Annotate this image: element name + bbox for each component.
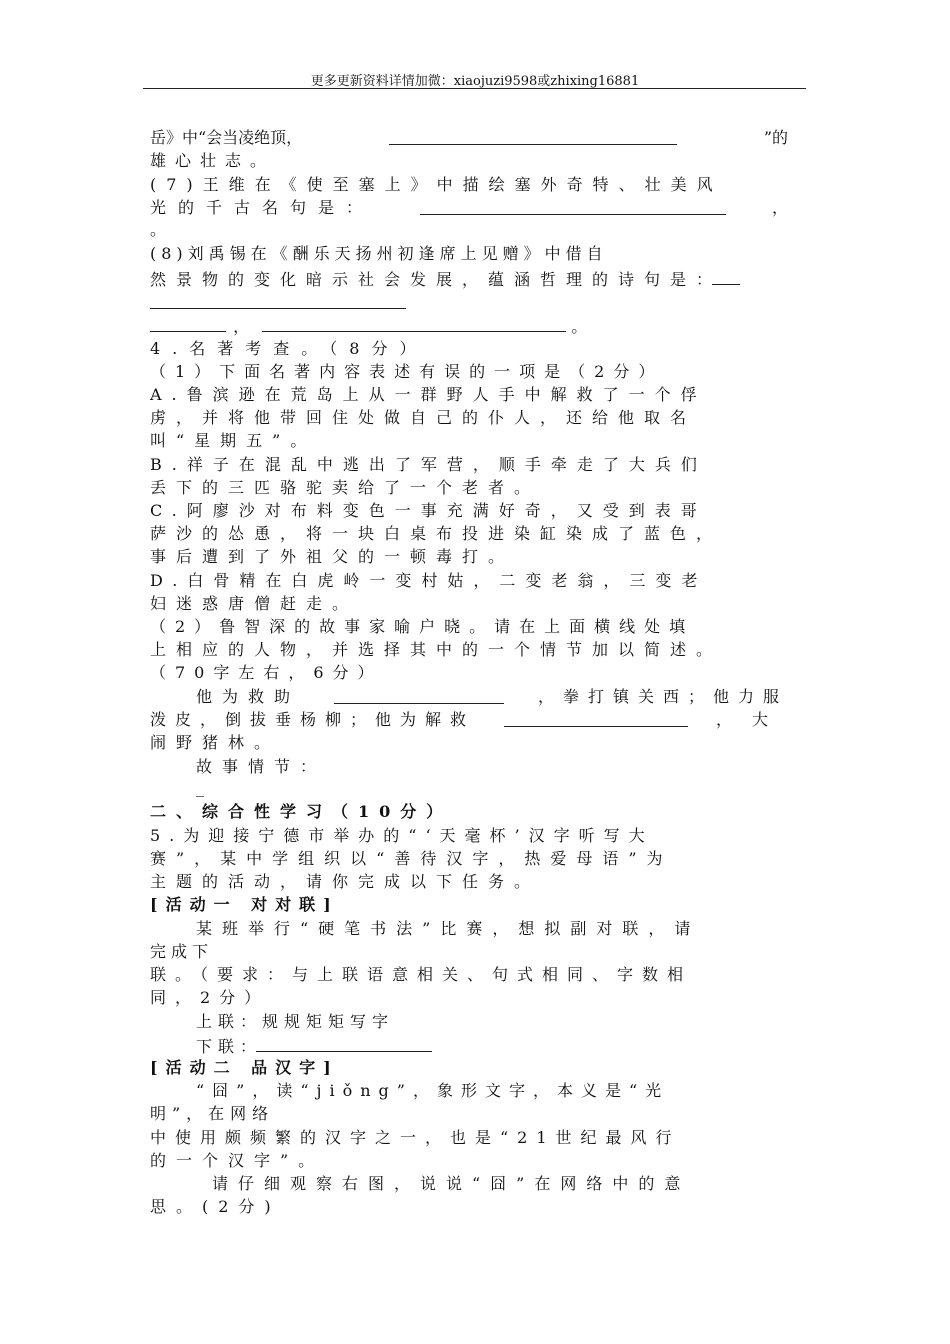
answer-blank[interactable] — [262, 315, 566, 332]
text-line: 某班举行“硬笔书法”比赛，想拟副对联，请 — [196, 919, 701, 938]
text-line: C.阿廖沙对布料变色一事充满好奇，又受到表哥 — [150, 501, 707, 520]
text-line: 叫“星期五”。 — [150, 431, 317, 450]
text-line — [150, 710, 788, 730]
activity-heading: [活动二 品汉字] — [150, 1058, 339, 1077]
text-line: 闹野猪林。 — [150, 733, 281, 752]
text-line: 5.为迎接宁德市举办的“‘天毫杯’汉字听写大 — [150, 826, 654, 845]
text-line: 。 — [150, 220, 176, 239]
text-line: 明”，在网络 — [150, 1104, 275, 1123]
section-heading: 二、综合性学习（10分） — [150, 802, 453, 821]
text-line: A.鲁滨逊在荒岛上从一群野人手中解救了一个俘 — [150, 385, 707, 404]
line-part: 岳》中“会当凌绝顶， — [150, 128, 303, 147]
line-part: 然景物的变化暗示社会发展，蕴涵哲理的诗句是： — [150, 270, 723, 289]
text-line — [150, 198, 788, 218]
text-line: （1）下面名著内容表述有误的一项是（2分） — [150, 362, 664, 381]
text-line — [150, 268, 740, 290]
line-part: ， — [233, 317, 250, 336]
text-line: (8)刘禹锡在《酬乐天扬州初逢席上见赠》中借自 — [150, 244, 608, 263]
text-line: 赛”，某中学组织以“善待汉字，热爱母语”为 — [150, 849, 673, 868]
answer-blank[interactable] — [504, 710, 688, 727]
text-line: （70字左右，6分） — [150, 663, 383, 682]
text-line: 丢下的三匹骆驼卖给了一个老者。 — [150, 478, 541, 497]
line-part: 他为救助 — [196, 687, 301, 706]
text-line: “囧”，读“jiǒng”，象形文字，本义是“光 — [196, 1081, 670, 1100]
text-line: 上相应的人物，并选择其中的一个情节加以简述。 — [150, 640, 723, 659]
line-part: ， — [771, 198, 788, 217]
text-line: D.白骨精在白虎岭一变村姑，二变老翁，三变老 — [150, 571, 708, 590]
text-line: 4.名著考查。（8分） — [150, 339, 428, 358]
line-part: ，拳打镇关西；他力服 — [537, 687, 788, 706]
text-line: 思。(2分) — [150, 1197, 281, 1216]
line-part: 泼皮，倒拔垂杨柳；他为解救 — [150, 710, 476, 729]
text-line: 雄心壮志。 — [150, 151, 276, 170]
text-line: (7)王维在《使至塞上》中描绘塞外奇特、壮美风 — [150, 175, 723, 194]
text-line: 中使用颇频繁的汉字之一，也是“21世纪最风行 — [150, 1128, 681, 1147]
activity-heading: [活动一 对对联] — [150, 895, 339, 914]
answer-blank[interactable] — [420, 198, 726, 215]
text-line — [150, 128, 788, 148]
text-line — [196, 687, 788, 707]
answer-blank[interactable] — [334, 687, 504, 704]
answer-blank[interactable] — [150, 292, 406, 309]
text-line: _ — [196, 778, 213, 797]
line-part: 。 — [571, 317, 588, 336]
text-line: 请仔细观察右图，说说“囧”在网络中的意 — [212, 1174, 691, 1193]
text-line: 同，2分） — [150, 988, 270, 1007]
answer-blank[interactable] — [712, 268, 740, 285]
answer-blank[interactable] — [256, 1035, 432, 1052]
text-line: 上联：规规矩矩写字 — [196, 1012, 395, 1031]
header-rule — [143, 88, 806, 89]
text-line: 联。（要求：与上联语意相关、句式相同、字数相 — [150, 965, 693, 984]
page-header: 更多更新资料详情加微：xiaojuzi9598或zhixing16881 — [310, 74, 640, 89]
text-line: B.祥子在混乱中逃出了军营，顺手牵走了大兵们 — [150, 455, 707, 474]
text-line: 事后遭到了外祖父的一顿毒打。 — [150, 547, 515, 566]
text-line: （2）鲁智深的故事家喻户晓。请在上面横线处填 — [150, 617, 695, 636]
line-part: ，大 — [715, 710, 788, 729]
text-line — [150, 315, 587, 337]
text-line: 主题的活动，请你完成以下任务。 — [150, 872, 541, 891]
line-part: 下联： — [196, 1037, 263, 1056]
text-line: 的一个汉字”。 — [150, 1151, 325, 1170]
text-line: 虏，并将他带回住处做自己的仆人，还给他取名 — [150, 408, 697, 427]
text-line: 故事情节： — [196, 757, 327, 776]
line-part: ”的 — [763, 128, 788, 147]
line-part: 光的千古名句是： — [150, 198, 375, 217]
answer-blank-line[interactable] — [150, 292, 406, 314]
text-line — [196, 1035, 432, 1057]
text-line: 妇迷惑唐僧赶走。 — [150, 594, 359, 613]
text-line: 完成下 — [150, 942, 214, 961]
text-line: 萨沙的怂恿，将一块白桌布投进染缸染成了蓝色， — [150, 524, 723, 543]
answer-blank[interactable] — [389, 128, 677, 145]
answer-blank[interactable] — [150, 315, 226, 332]
